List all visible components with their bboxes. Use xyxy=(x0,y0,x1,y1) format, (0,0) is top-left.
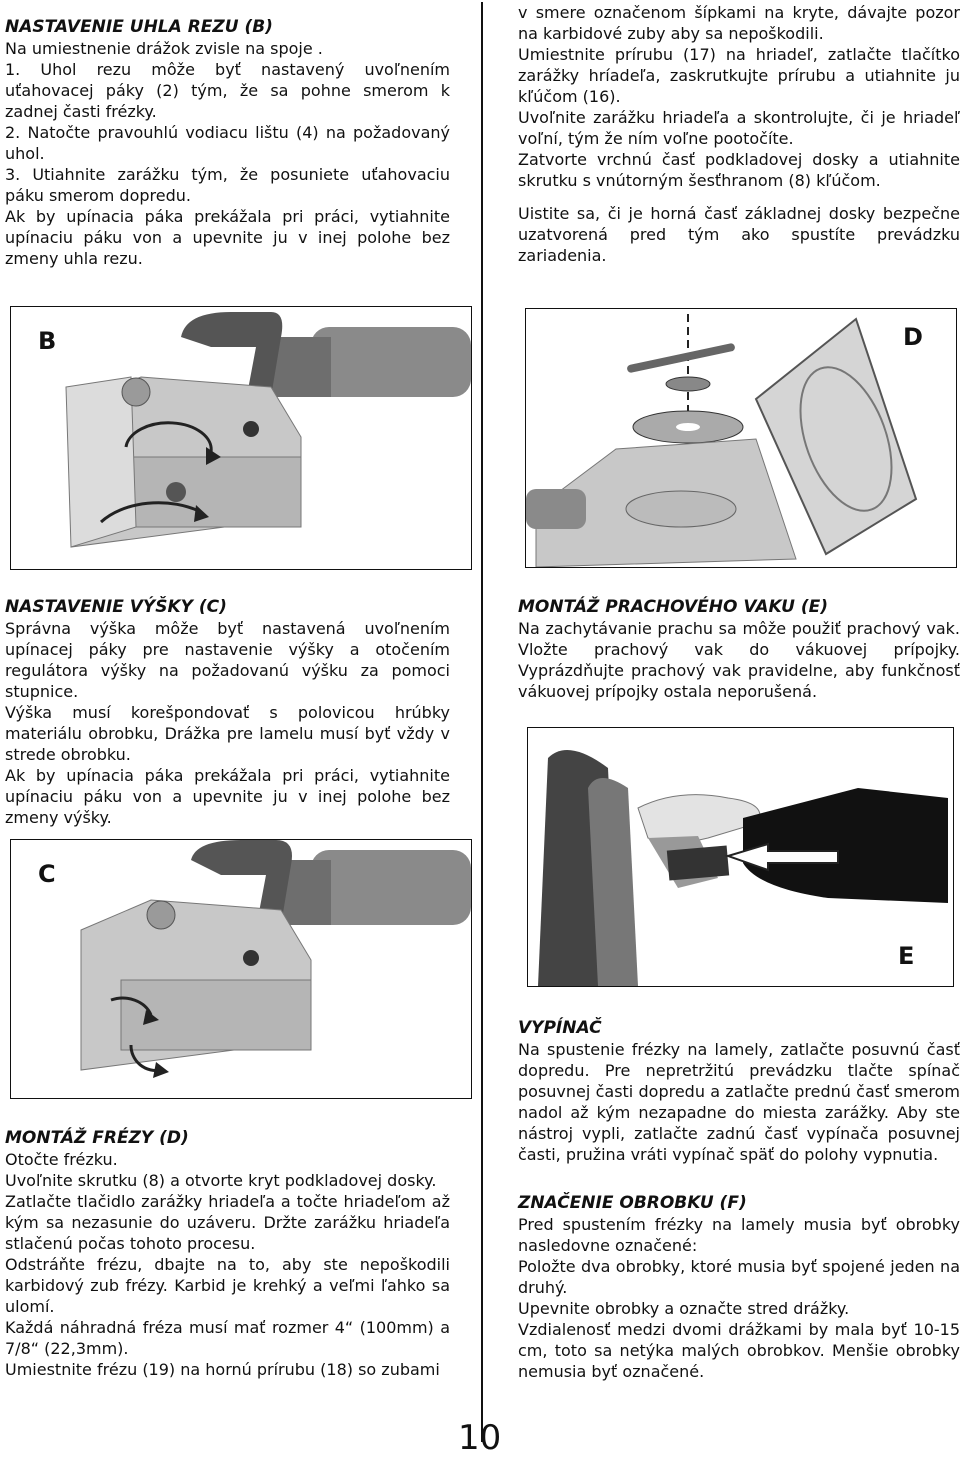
paragraph: v smere označenom šípkami na kryte, dávajte pozor na karbidové zuby aby sa nepoškodili. xyxy=(518,3,960,43)
paragraph: Zatlačte tlačidlo zarážky hriadeľa a točte hriadeľom až kým sa nezasunie do uzáveru. Držte zarážku hriadeľa stlačenú počas tohoto procesu. xyxy=(5,1192,450,1253)
figure-label: E xyxy=(898,942,915,970)
figure-e xyxy=(527,727,954,987)
section-title: MONTÁŽ PRACHOVÉHO VAKU (E) xyxy=(518,597,828,617)
section-vak xyxy=(518,596,960,702)
paragraph: Na umiestnenie drážok zvisle na spoje . xyxy=(5,39,323,58)
paragraph: Na spustenie frézky na lamely, zatlačte posuvnú časť dopredu. Pre nepretržitú prevádzku tlačte spínač posuvnej časti dopredu a zatlačte prednú časť smerom nadol až kým nezapadne do miesta zarážky. Aby ste nástroj vypli, zatlačte zadnú časť vypínača posuvnej časti, pružina vráti vypínač späť do polohy vypnutia. xyxy=(518,1040,960,1164)
section-vyska xyxy=(5,596,450,828)
page-number: 10 xyxy=(458,1418,502,1458)
paragraph: Pred spustením frézky na lamely musia byť obrobky nasledovne označené: xyxy=(518,1215,960,1255)
figure-b xyxy=(10,306,472,570)
paragraph: Výška musí korešpondovať s polovicou hrúbky materiálu obrobku, Drážka pre lamelu musí byť vždy v strede obrobku. xyxy=(5,703,450,764)
column-divider xyxy=(481,2,483,1442)
paragraph: Vzdialenosť medzi dvomi drážkami by mala byť 10-15 cm, toto sa netýka malých obrobkov. Menšie obrobky nemusia byť označené. xyxy=(518,1320,960,1381)
biscuit-joiner-illustration xyxy=(11,840,471,1098)
paragraph: 3. Utiahnite zarážku tým, že posuniete uťahovaciu páku smerom dopredu. xyxy=(5,165,450,205)
section-title: MONTÁŽ FRÉZY (D) xyxy=(5,1128,189,1148)
figure-label: B xyxy=(38,327,57,355)
paragraph: Otočte frézku. xyxy=(5,1150,118,1169)
section-title: NASTAVENIE UHLA REZU (B) xyxy=(5,17,273,37)
figure-d xyxy=(525,308,957,568)
section-uhol xyxy=(5,16,450,269)
paragraph: Uistite sa, či je horná časť základnej dosky bezpečne uzatvorená pred tým ako spustíte prevádzku zariadenia. xyxy=(518,204,960,265)
paragraph: 1. Uhol rezu môže byť nastavený uvoľnením uťahovacej páky (2) tým, že sa pohne smerom k zadnej časti frézky. xyxy=(5,60,450,121)
section-title: NASTAVENIE VÝŠKY (C) xyxy=(5,597,227,617)
section-title: VYPÍNAČ xyxy=(518,1018,602,1038)
paragraph: Položte dva obrobky, ktoré musia byť spojené jeden na druhý. xyxy=(518,1257,960,1297)
biscuit-joiner-illustration xyxy=(11,307,471,569)
section-title: ZNAČENIE OBROBKU (F) xyxy=(518,1193,747,1213)
figure-label: D xyxy=(903,323,923,351)
paragraph: Zatvorte vrchnú časť podkladovej dosky a utiahnite skrutku s vnútorným šesťhranom (8) kľúčom. xyxy=(518,150,960,190)
figure-label: C xyxy=(38,860,56,888)
paragraph: Uvoľnite zarážku hriadeľa a skontrolujte, či je hriadeľ voľní, tým že ním voľne pootočíte. xyxy=(518,108,960,148)
paragraph: Ak by upínacia páka prekážala pri práci, vytiahnite upínaciu páku von a upevnite ju v inej polohe bez zmeny výšky. xyxy=(5,766,450,827)
section-vypinac xyxy=(518,1017,960,1165)
section-montaz-frezy xyxy=(5,1127,450,1380)
section-oznacenie xyxy=(518,1192,960,1382)
dust-bag-illustration xyxy=(528,728,953,986)
section-montaz-continued xyxy=(518,2,960,266)
paragraph: Upevnite obrobky a označte stred drážky. xyxy=(518,1299,850,1318)
paragraph: Odstráňte frézu, dbajte na to, aby ste nepoškodili karbidový zub frézy. Karbid je krehký a veľmi ľahko sa ulomí. xyxy=(5,1255,450,1316)
paragraph: 2. Natočte pravouhlú vodiacu lištu (4) na požadovaný uhol. xyxy=(5,123,450,163)
paragraph: Umiestnite prírubu (17) na hriadeľ, zatlačte tlačítko zarážky hríadeľa, zaskrutkujte prírubu a utiahnite ju kľúčom (16). xyxy=(518,45,960,106)
paragraph: Správna výška môže byť nastavená uvoľnením upínacej páky pre nastavenie výšky a otočením regulátora výšky na požadovanú výšku za pomoci stupnice. xyxy=(5,619,450,701)
cutter-assembly-illustration xyxy=(526,309,956,567)
paragraph: Na zachytávanie prachu sa môže použiť prachový vak. Vložte prachový vak do vákuovej prípojky. Vyprázdňujte prachový vak pravidelne, aby funkčnosť vákuovej prípojky ostala neporušená. xyxy=(518,619,960,701)
paragraph: Umiestnite frézu (19) na hornú prírubu (18) so zubami xyxy=(5,1360,440,1379)
paragraph: Každá náhradná fréza musí mať rozmer 4“ (100mm) a 7/8“ (22,3mm). xyxy=(5,1318,450,1358)
figure-c xyxy=(10,839,472,1099)
paragraph: Uvoľnite skrutku (8) a otvorte kryt podkladovej dosky. xyxy=(5,1171,437,1190)
paragraph: Ak by upínacia páka prekážala pri práci, vytiahnite upínaciu páku von a upevnite ju v inej polohe bez zmeny uhla rezu. xyxy=(5,207,450,268)
